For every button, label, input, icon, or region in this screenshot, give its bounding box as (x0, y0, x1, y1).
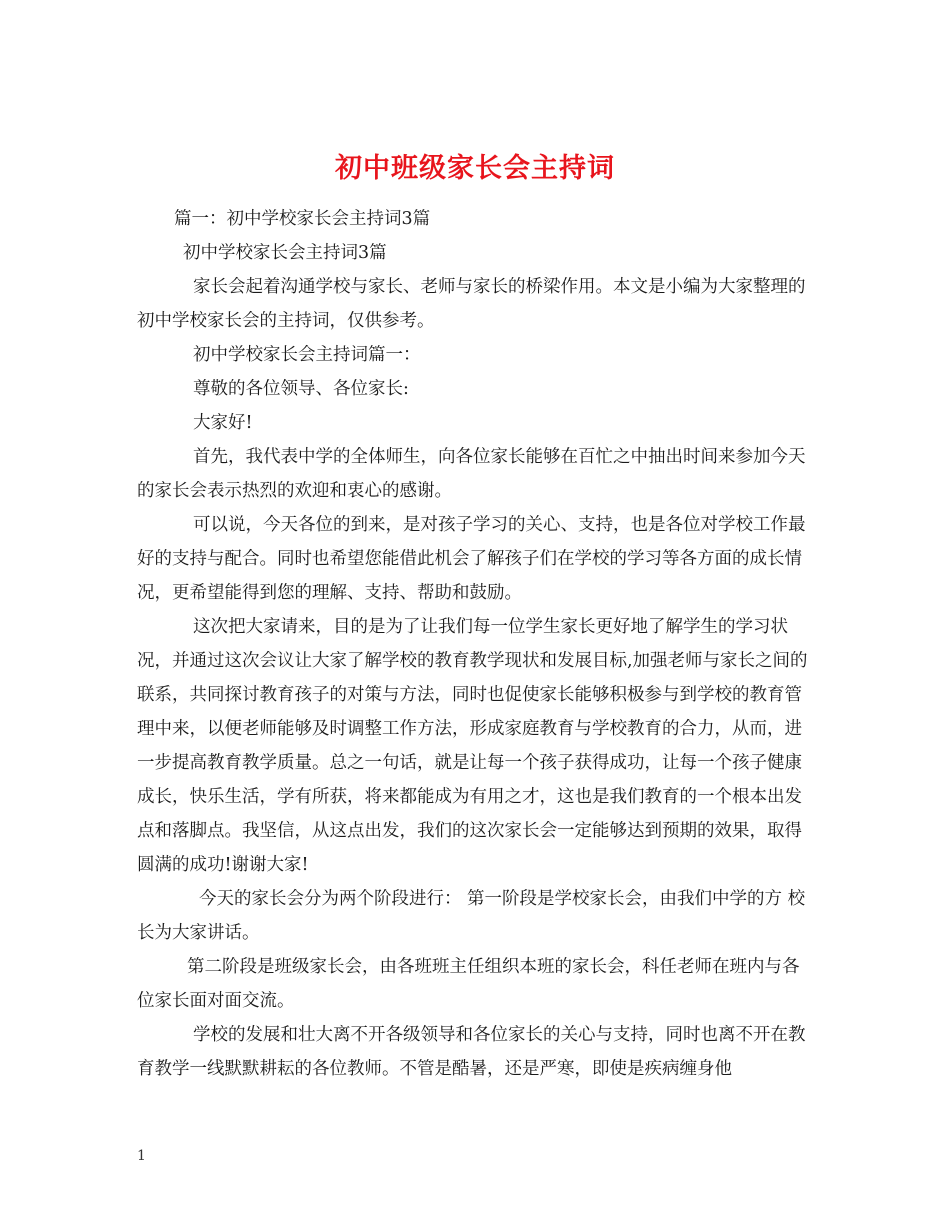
page-number: 1 (137, 1148, 146, 1164)
greeting-paragraph: 大家好! (193, 413, 253, 433)
intro-paragraph: 家长会起着沟通学校与家长、老师与家长的桥梁作用。本文是小编为大家整理的初中学校家长会的主持词，仅供参考。 (137, 277, 806, 331)
development-paragraph: 学校的发展和壮大离不开各级领导和各位家长的关心与支持，同时也离不开在教育教学一线默默耕耘的各位教师。不管是酷暑，还是严寒，即使是疾病缠身他 (137, 1025, 806, 1079)
stage-two-paragraph: 第二阶段是班级家长会，由各班班主任组织本班的家长会，科任老师在班内与各位家长面对面交流。 (137, 957, 800, 1011)
purpose-paragraph: 这次把大家请来，目的是为了让我们每一位学生家长更好地了解学生的学习状况，并通过这次会议让大家了解学校的教育教学现状和发展目标,加强老师与家长之间的联系，共同探讨教育孩子的对策与方法，同时也促使家长能够积极参与到学校的教育管理中来，以便老师能够及时调整工作方法，形成家庭教育与学校教育的合力，从而，进一步提高教育教学质量。总之一句话，就是让每一个孩子获得成功，让每一个孩子健康成长，快乐生活，学有所获，将来都能成为有用之才，这也是我们教育的一个根本出发点和落脚点。我坚信，从这点出发，我们的这次家长会一定能够达到预期的效果，取得圆满的成功!谢谢大家! (137, 617, 808, 875)
salutation-paragraph: 尊敬的各位领导、各位家长: (193, 379, 409, 399)
subtitle-paragraph: 初中学校家长会主持词3篇 (183, 243, 387, 263)
section-heading: 篇一：初中学校家长会主持词3篇 (174, 209, 431, 229)
speech-heading: 初中学校家长会主持词篇一： (193, 345, 421, 365)
page-title: 初中班级家长会主持词 (335, 153, 615, 185)
document-body (137, 202, 813, 1086)
welcome-paragraph: 首先，我代表中学的全体师生，向各位家长能够在百忙之中抽出时间来参加今天的家长会表示热烈的欢迎和衷心的感谢。 (137, 447, 806, 501)
support-paragraph: 可以说，今天各位的到来，是对孩子学习的关心、支持，也是各位对学校工作最好的支持与配合。同时也希望您能借此机会了解孩子们在学校的学习等各方面的成长情况，更希望能得到您的理解、支持、帮助和鼓励。 (137, 515, 806, 603)
stages-paragraph: 今天的家长会分为两个阶段进行： 第一阶段是学校家长会，由我们中学的方 校长为大家讲话。 (137, 889, 806, 943)
